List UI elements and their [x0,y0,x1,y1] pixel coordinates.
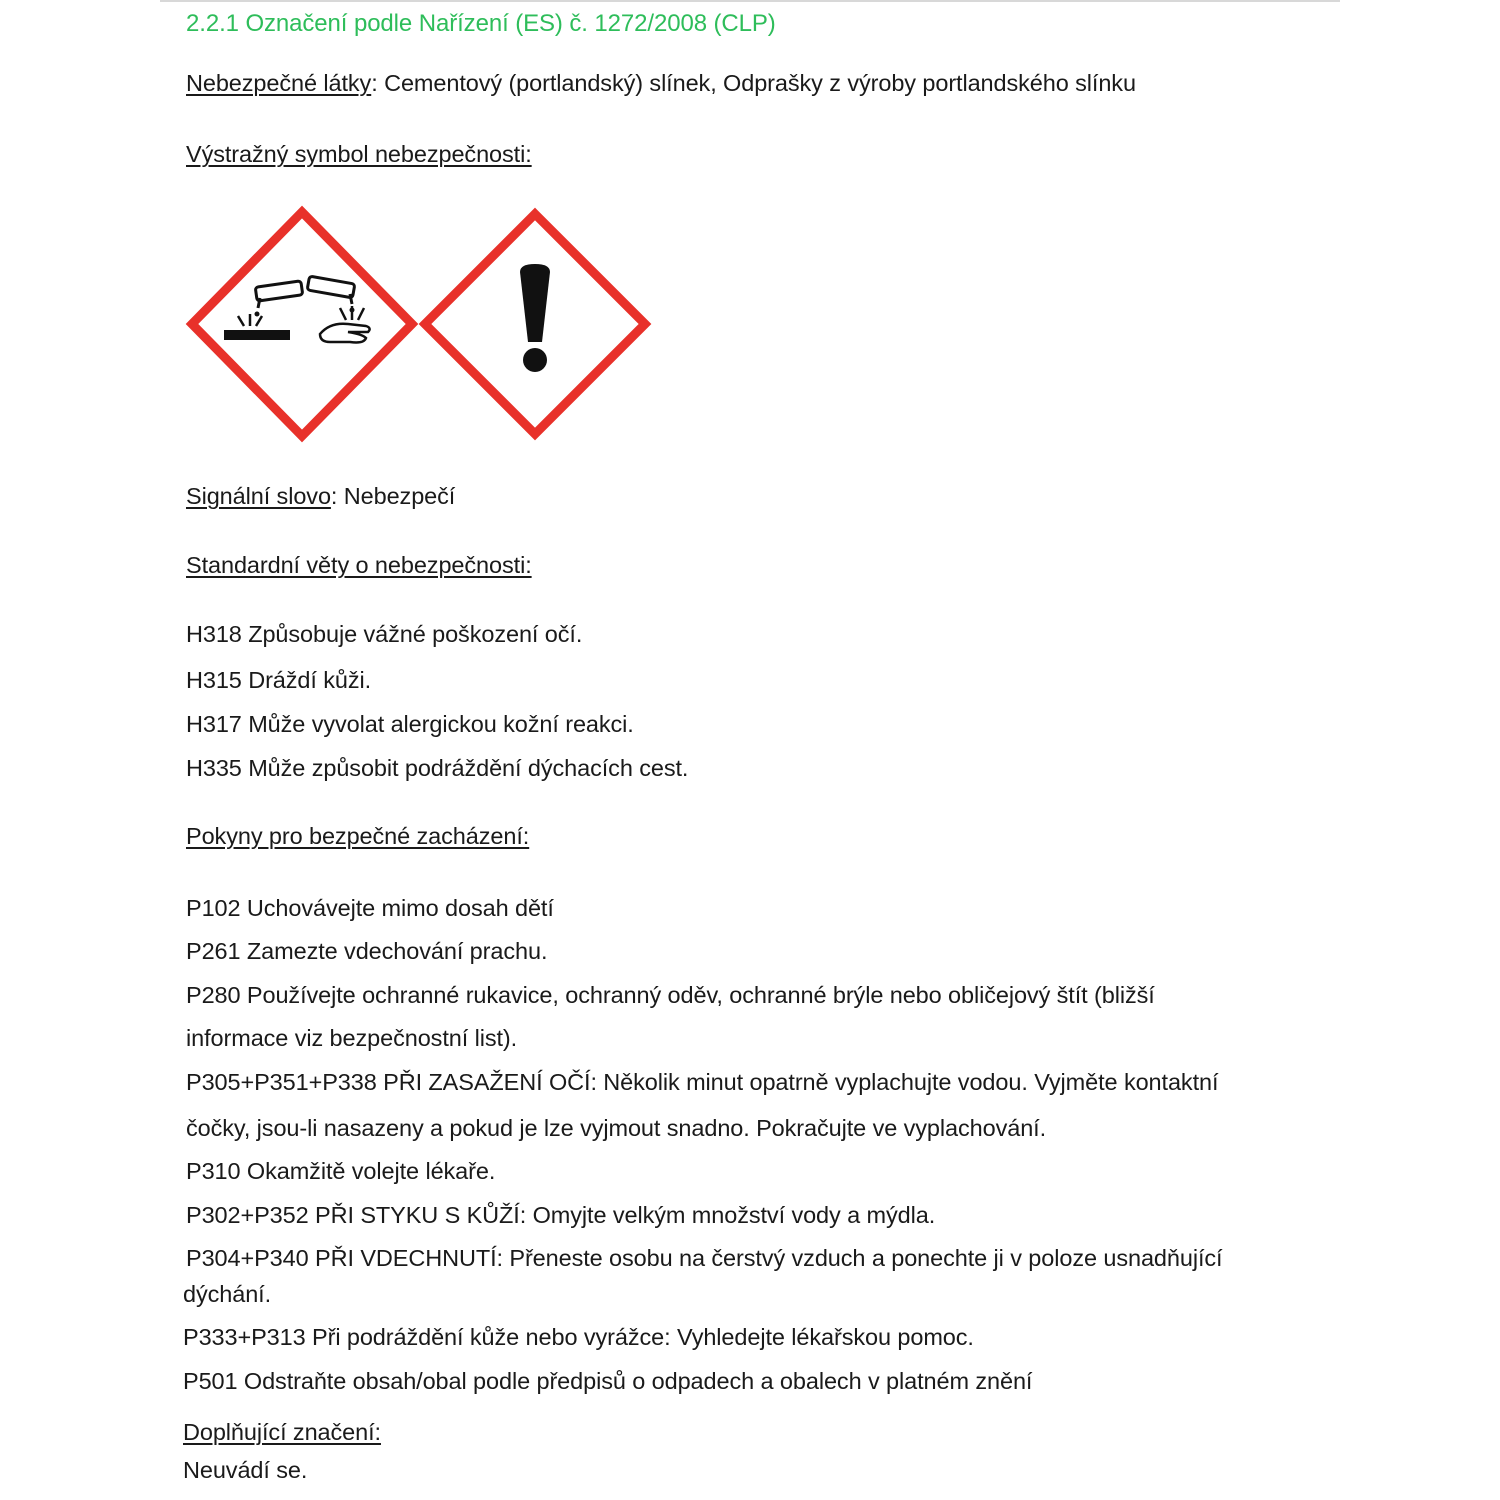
hazard-statement: H318 Způsobuje vážné poškození očí. [186,621,583,647]
supplementary-value: Neuvádí se. [183,1457,308,1483]
precautionary-line: P310 Okamžitě volejte lékaře. [186,1158,496,1184]
precautionary-line: P304+P340 PŘI VDECHNUTÍ: Přeneste osobu na čerstvý vzduch a ponechte ji v poloze usnadňující [186,1245,1223,1271]
precautionary-statements-label: Pokyny pro bezpečné zacházení: [186,823,530,849]
precautionary-line: P102 Uchovávejte mimo dosah dětí [186,895,554,921]
hazard-pictograms [180,204,660,444]
precautionary-line: P302+P352 PŘI STYKU S KŮŽÍ: Omyjte velkým množství vody a mýdla. [186,1202,936,1228]
signal-word-line [186,482,455,510]
hazardous-substances-line [186,69,1136,97]
hazard-statement: H335 Může způsobit podráždění dýchacích cest. [186,755,689,781]
supplementary-label: Doplňující značení: [183,1419,381,1445]
precautionary-line: dýchání. [183,1281,272,1307]
exclamation-mark-pictogram [425,214,645,434]
hazardous-substances-value: : Cementový (portlandský) slínek, Odprašky z výroby portlandského slínku [371,70,1136,96]
page-top-rule [160,0,1340,2]
precautionary-line: P305+P351+P338 PŘI ZASAŽENÍ OČÍ: Několik minut opatrně vyplachujte vodou. Vyjměte kontaktní [186,1069,1219,1095]
signal-word-value: : Nebezpečí [330,483,456,509]
pictogram-label: Výstražný symbol nebezpečnosti: [186,141,532,167]
hazard-statement: H317 Může vyvolat alergickou kožní reakci. [186,711,634,737]
precautionary-line: P261 Zamezte vdechování prachu. [186,938,548,964]
corrosion-pictogram [192,212,412,436]
hazard-statements-label: Standardní věty o nebezpečnosti: [186,552,532,578]
hazardous-substances-label: Nebezpečné látky [186,70,372,96]
precautionary-line: P501 Odstraňte obsah/obal podle předpisů o odpadech a obalech v platném znění [183,1368,1033,1394]
precautionary-line: čočky, jsou-li nasazeny a pokud je lze vyjmout snadno. Pokračujte ve vyplachování. [186,1115,1047,1141]
section-heading: 2.2.1 Označení podle Nařízení (ES) č. 1272/2008 (CLP) [186,10,776,37]
signal-word-label: Signální slovo [186,483,331,509]
precautionary-line: P333+P313 Při podráždění kůže nebo vyrážce: Vyhledejte lékařskou pomoc. [183,1324,974,1350]
precautionary-line: P280 Používejte ochranné rukavice, ochranný oděv, ochranné brýle nebo obličejový štít (bližší [186,982,1155,1008]
precautionary-line: informace viz bezpečnostní list). [186,1025,518,1051]
hazard-statement: H315 Dráždí kůži. [186,667,372,693]
